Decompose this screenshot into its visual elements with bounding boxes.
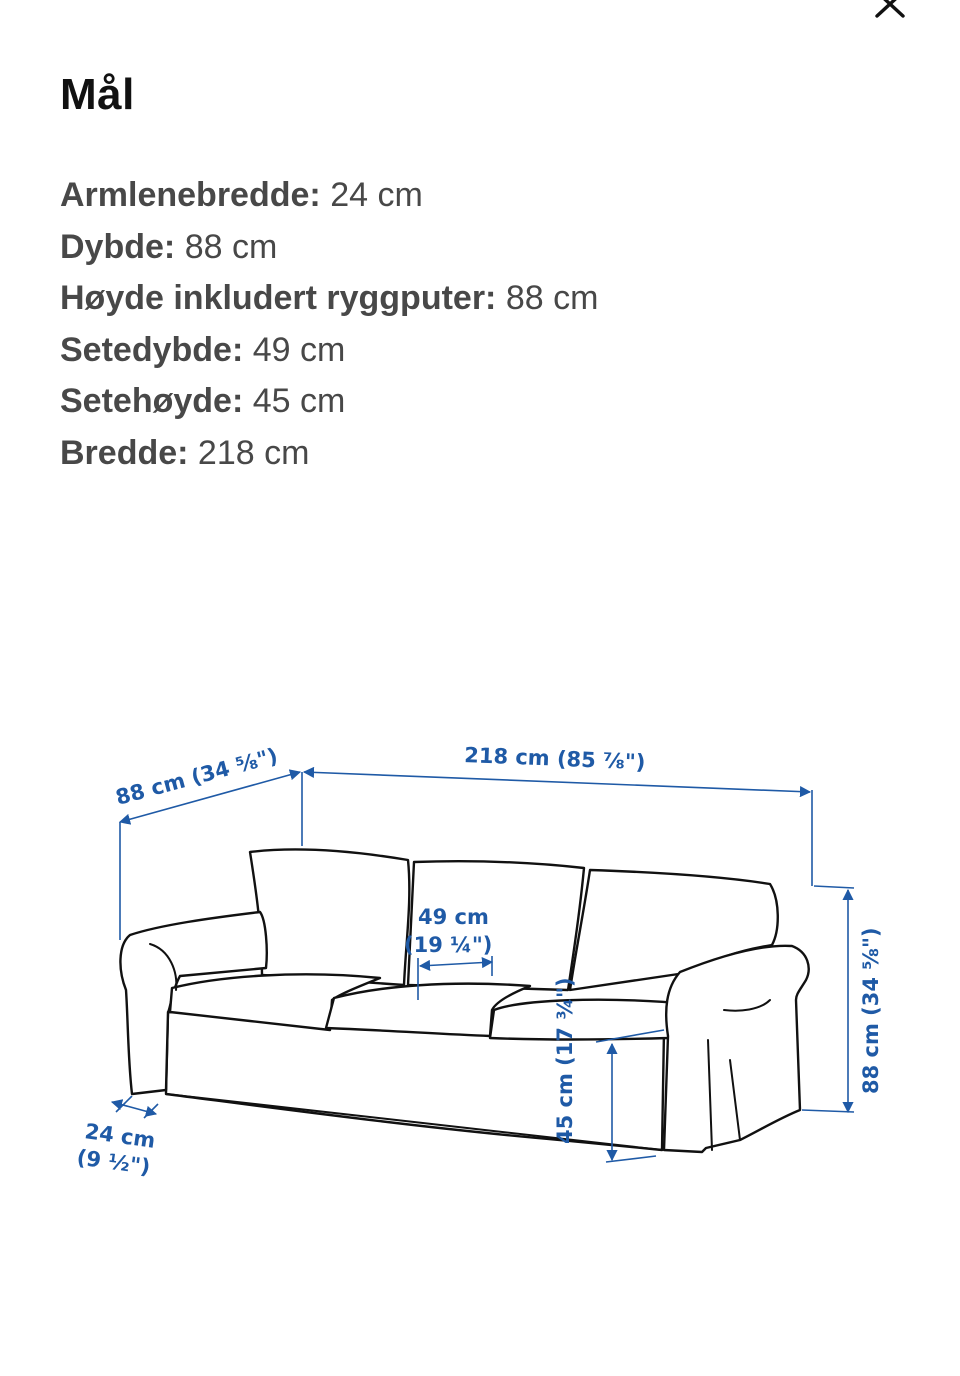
- spec-height-incl-back-cushions: [60, 273, 598, 325]
- spec-width: [60, 428, 598, 480]
- spec-value: 88 cm: [505, 279, 599, 317]
- close-icon: [868, 0, 912, 28]
- spec-label: Setedybde:: [60, 330, 244, 369]
- sofa-drawing: [120, 850, 808, 1152]
- spec-seat-depth: [60, 325, 598, 377]
- spec-label: Bredde:: [60, 433, 189, 472]
- spec-label: Armlenebredde:: [60, 176, 321, 214]
- spec-value: 24 cm: [330, 176, 423, 214]
- armrest-cm-label: 24 cm: [83, 1119, 157, 1153]
- height-dimension-label: 88 cm (34 ⅝"): [859, 927, 883, 1094]
- spec-seat-height: [60, 376, 598, 428]
- page-title: Mål: [60, 70, 135, 119]
- spec-armrest-width: [60, 170, 598, 222]
- seat-depth-cm-label: 49 cm: [418, 905, 489, 929]
- close-button[interactable]: [868, 0, 912, 28]
- spec-label: Høyde inkludert ryggputer:: [60, 279, 497, 317]
- spec-label: Setehøyde:: [60, 382, 244, 420]
- spec-value: 49 cm: [252, 330, 346, 369]
- dimension-list: [60, 170, 598, 479]
- spec-value: 218 cm: [197, 433, 310, 472]
- sofa-dimension-diagram: [0, 720, 960, 1220]
- seat-depth-in-label: (19 ¼"): [404, 933, 493, 957]
- spec-value: 88 cm: [184, 227, 278, 266]
- spec-label: Dybde:: [60, 227, 176, 266]
- spec-value: 45 cm: [252, 382, 346, 420]
- spec-depth: [60, 222, 598, 274]
- depth-dimension-label: 88 cm (34 ⅝"): [113, 743, 281, 810]
- seat-height-label: 45 cm (17 ¾"): [553, 977, 577, 1144]
- width-dimension-label: 218 cm (85 ⅞"): [463, 743, 646, 775]
- armrest-in-label: (9 ½"): [75, 1145, 152, 1180]
